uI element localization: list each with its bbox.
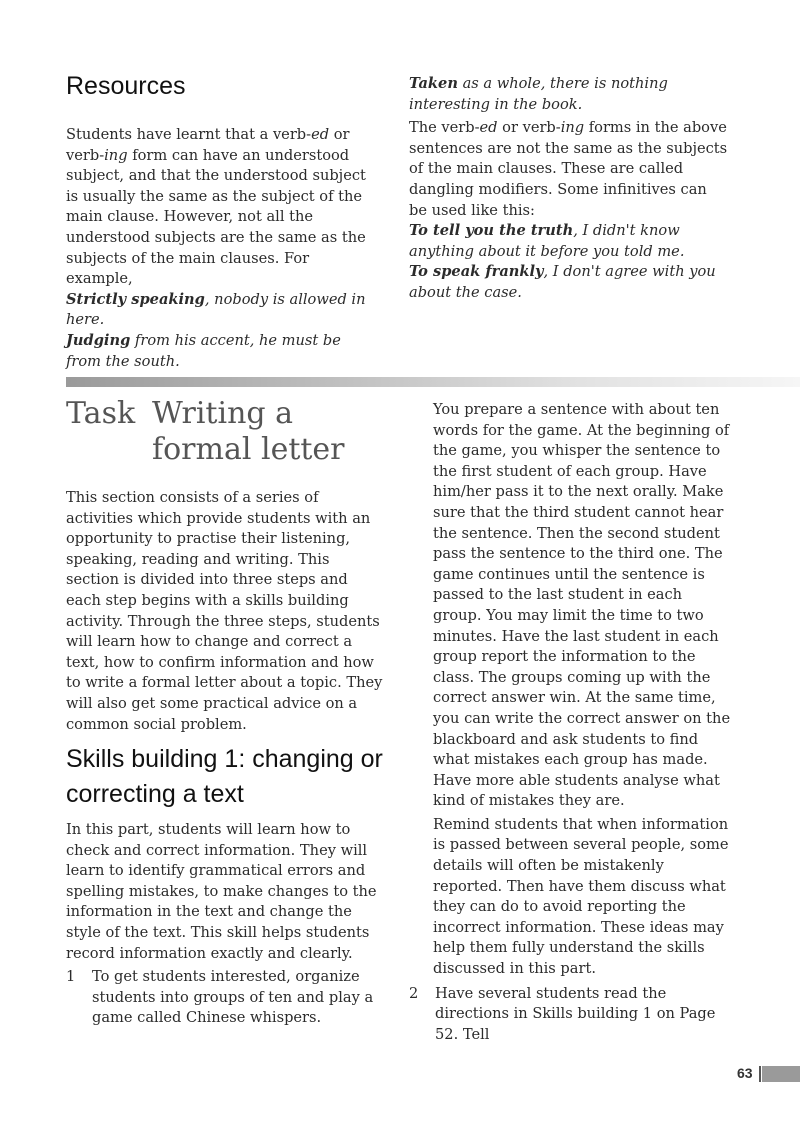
right-column <box>409 400 734 1045</box>
list-item <box>409 984 734 1046</box>
list-item-number: 1 <box>66 968 76 986</box>
resources-intro: Students have learnt that a verb-ed or verb-ing form can have an understood subject, and that the understood subject is usually the same as the subject of the main clause. However, not all the understood subjects are the same as the subjects of the main clauses. For example, <box>66 126 366 288</box>
skills-intro-paragraph: In this part, students will learn how to check and correct information. They will learn to identify grammatical errors and spelling mistakes, to make changes to the information in the text and change the style of the text. This skill helps students record information exactly and clearly. <box>66 821 377 962</box>
page-tab <box>762 1066 800 1082</box>
game-description-paragraph: You prepare a sentence with about ten words for the game. At the beginning of the game, you whisper the sentence to the first student of each group. Have him/her pass it to the next orally. Make sure that the third student cannot hear the sentence. Then the second student pass the sentence to the third one. The game continues until the sentence is passed to the last student in each group. You may limit the time to two minutes. Have the last student in each group report the information to the class. The groups coming up with the correct answer win. At the same time, you can write the correct answer on the blackboard and ask students to find what mistakes each group has made. Have more able students analyse what kind of mistakes they are. <box>433 401 731 810</box>
resources-left-column <box>66 125 376 372</box>
resources-right-column <box>409 74 729 304</box>
task-heading <box>66 396 345 468</box>
task-label: Task <box>66 396 136 431</box>
example-sentence: To speak frankly, I don't agree with you about the case. <box>409 263 716 301</box>
resources-heading: Resources <box>66 72 186 100</box>
section-divider <box>66 377 800 387</box>
list-item-text: To get students interested, organize students into groups of ten and play a game called Chinese whispers. <box>92 968 374 1027</box>
list-item-number: 2 <box>409 984 419 1002</box>
list-item-text: Have several students read the directions in Skills building 1 on Page 52. Tell <box>435 984 716 1043</box>
example-sentence: To tell you the truth, I didn't know anything about it before you told me. <box>409 222 685 260</box>
task-intro-paragraph: This section consists of a series of activities which provide students with an opportunity to practise their listening, speaking, reading and writing. This section is divided into three steps and each step begins with a skills building activity. Through the three steps, students will learn how to change and correct a text, how to confirm information and how to write a formal letter about a topic. They will also get some practical advice on a common social problem. <box>66 489 383 733</box>
task-intro <box>66 488 386 735</box>
task-title-line2: formal letter <box>152 432 345 467</box>
example-sentence: Judging from his accent, he must be from the south. <box>66 331 341 370</box>
example-sentence: Taken as a whole, there is nothing interesting in the book. <box>409 75 668 113</box>
list-item <box>66 967 386 1029</box>
example-sentence: Strictly speaking, nobody is allowed in here. <box>66 290 366 329</box>
skills-building-heading: Skills building 1: changing or correcting a text <box>66 745 383 808</box>
dangling-modifiers-paragraph: The verb-ed or verb-ing forms in the above sentences are not the same as the subjects of the main clauses. These are called dangling modifiers. Some infinitives can be used like this: <box>409 119 728 219</box>
page-number: 63 <box>737 1065 753 1081</box>
remind-students-paragraph: Remind students that when information is passed between several people, some details will often be mistakenly reported. Then have them discuss what they can do to avoid reporting the incorrect information. These ideas may help them fully understand the skills discussed in this part. <box>433 815 729 978</box>
task-title-line1: Writing a <box>152 396 294 431</box>
skills-building-body <box>66 820 386 1029</box>
page-tab-rule <box>759 1066 761 1082</box>
